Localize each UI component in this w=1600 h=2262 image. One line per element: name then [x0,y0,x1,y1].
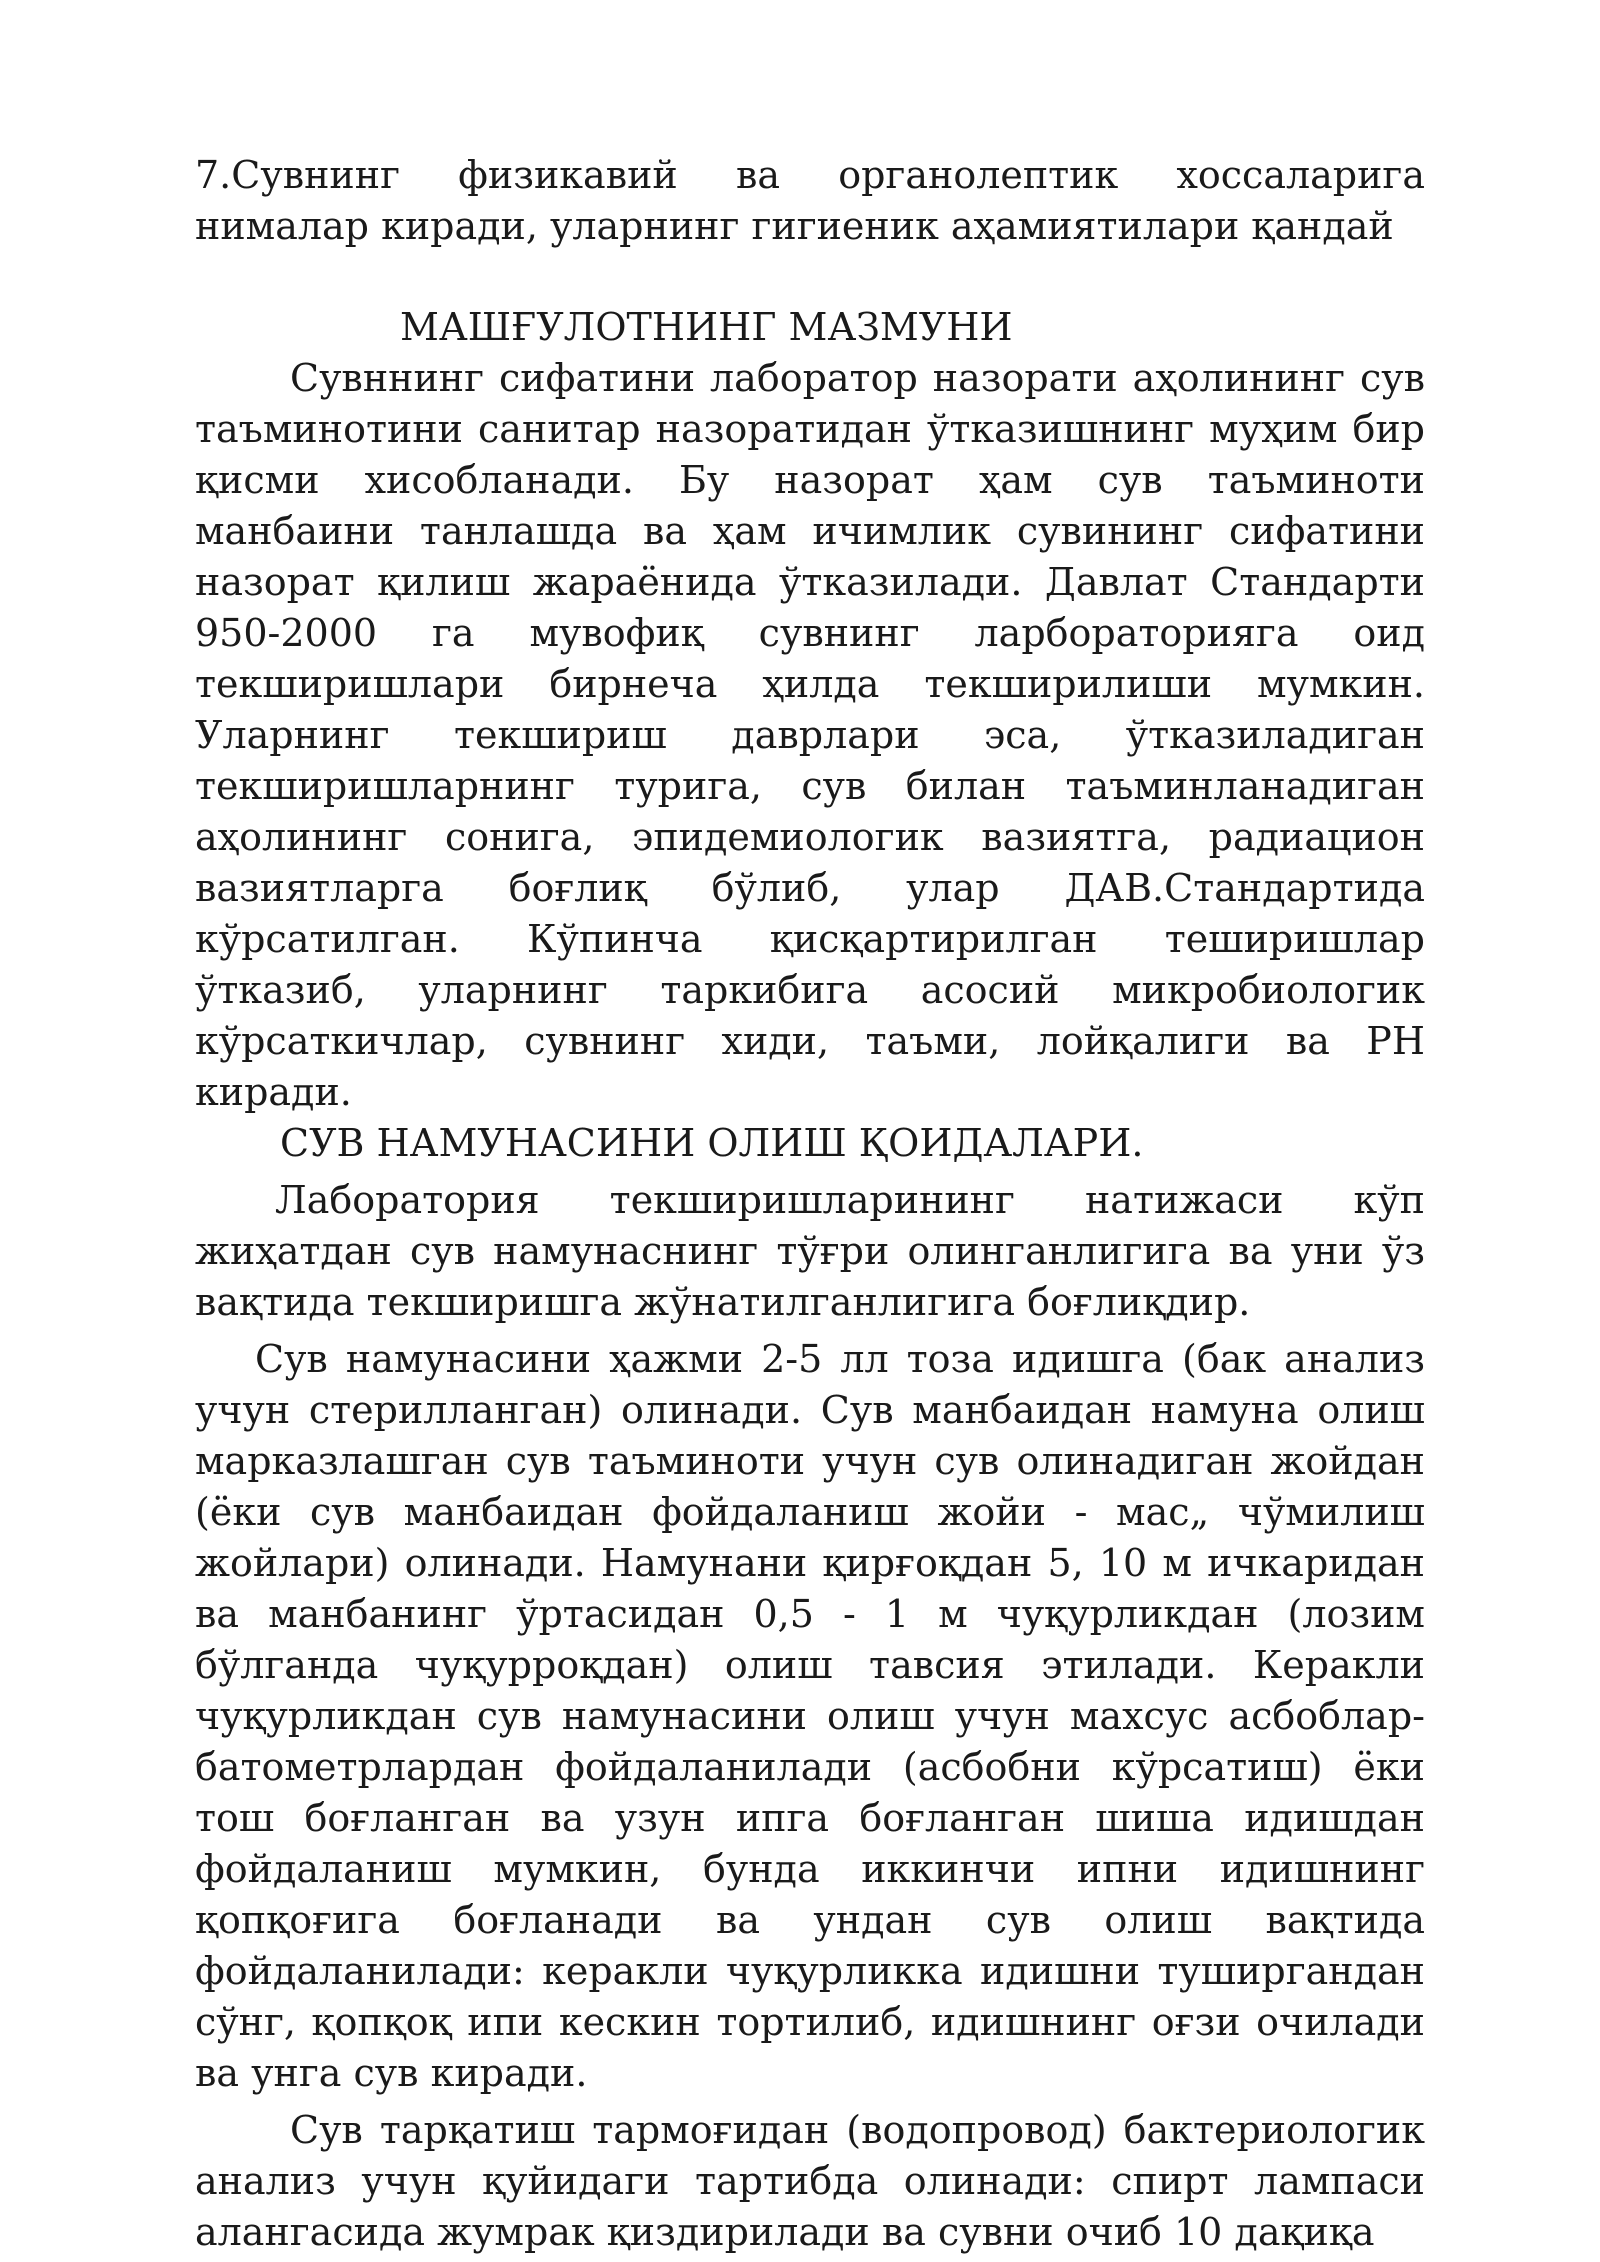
paragraph-tap-sampling: Сув тарқатиш тармоғидан (водопровод) бактериологик анализ учун қуйидаги тартибда олинади: спирт лампаси алангасида жумрак қиздирилади ва сувни очиб 10 дақиқа [195,2108,1425,2254]
heading-lesson-content: МАШҒУЛОТНИНГ МАЗМУНИ [400,305,1013,349]
document-page [195,150,1425,2258]
heading-sampling-rules: СУВ НАМУНАСИНИ ОЛИШ ҚОИДАЛАРИ. [280,1121,1144,1165]
question-7: 7.Сувнинг физикавий ва органолептик хоссаларига нималар киради, уларнинг гигиеник аҳамиятилари қандай [195,153,1425,248]
paragraph-lab-results: Лаборатория текширишларининг натижаси кўп жиҳатдан сув намунаснинг тўғри олинганлигига ва уни ўз вақтида текширишга жўнатилганлигига боғлиқдир. [195,1178,1425,1324]
paragraph-lab-control: Сувннинг сифатини лаборатор назорати аҳолининг сув таъминотини санитар назоратидан ўтказишнинг муҳим бир қисми хисобланади. Бу назорат ҳам сув таъминоти манбаини танлашда ва ҳам ичимлик сувининг сифатини назорат қилиш жараёнида ўтказилади. Давлат Стандарти 950-2000 га мувофиқ сувнинг ларбораторияга оид текширишлари бирнеча ҳилда текширилиши мумкин. Уларнинг текшириш даврлари эса, ўтказиладиган текширишларнинг турига, сув билан таъминланадиган аҳолининг сонига, эпидемиологик вазиятга, радиацион вазиятларга боғлиқ бўлиб, улар ДАВ.Стандартида кўрсатилган. Кўпинча қисқартирилган теширишлар ўтказиб, уларнинг таркибига асосий микробиологик кўрсаткичлар, сувнинг хиди, таъми, лойқалиги ва PH киради. [195,356,1425,1114]
paragraph-sample-volume: Сув намунасини ҳажми 2-5 лл тоза идишга (бак анализ учун стерилланган) олинади. Сув манбаидан намуна олиш марказлашган сув таъминоти учун сув олинадиган жойдан (ёки сув манбаидан фойдаланиш жойи - мас„ чўмилиш жойлари) олинади. Намунани қирғоқдан 5, 10 м ичкаридан ва манбанинг ўртасидан 0,5 - 1 м чуқурликдан (лозим бўлганда чуқурроқдан) олиш тавсия этилади. Керакли чуқурликдан сув намунасини олиш учун махсус асбоблар-батометрлардан фойдаланилади (асбобни кўрсатиш) ёки тош боғланган ва узун ипга боғланган шиша идишдан фойдаланиш мумкин, бунда иккинчи ипни идишнинг қопқоғига боғланади ва ундан сув олиш вақтида фойдаланилади: керакли чуқурликка идишни туширгандан сўнг, қопқоқ ипи кескин тортилиб, идишнинг оғзи очилади ва унга сув киради. [195,1337,1425,2095]
